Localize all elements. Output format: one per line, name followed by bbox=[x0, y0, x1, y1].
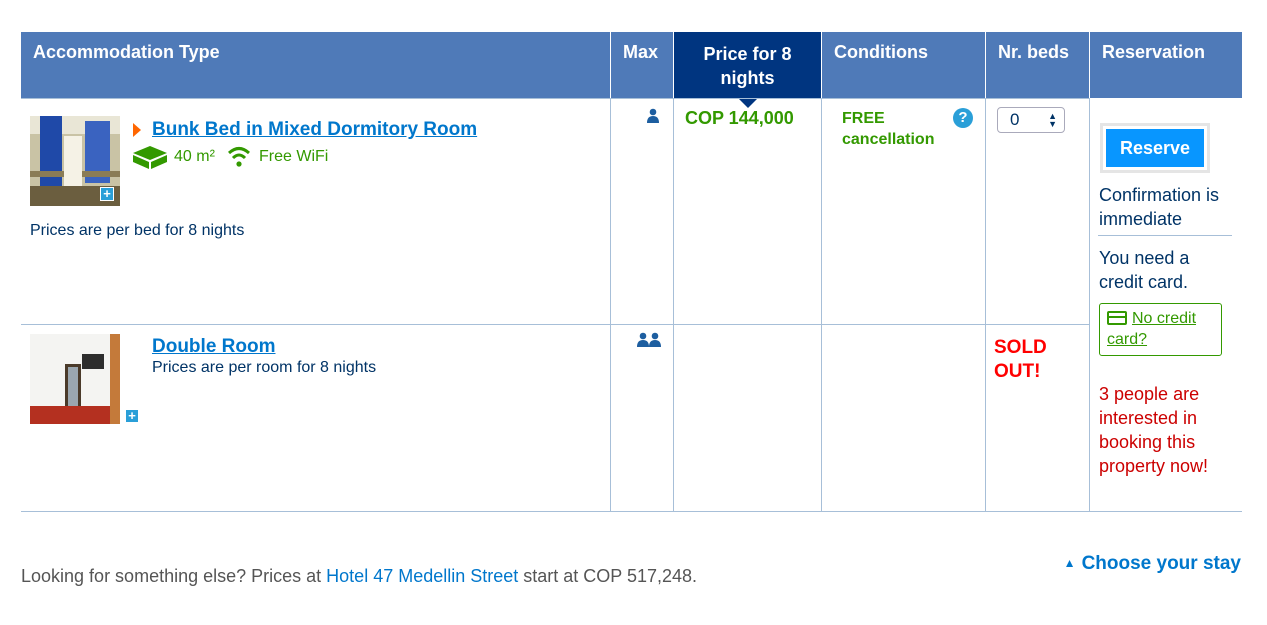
beds-select-value: 0 bbox=[1010, 110, 1020, 129]
free-cancellation bbox=[842, 108, 934, 150]
reserve-button[interactable]: Reserve bbox=[1106, 129, 1204, 167]
interest-line2: interested in bbox=[1099, 408, 1198, 428]
arrow-up-icon: ▲ bbox=[1063, 556, 1076, 570]
credit-card-line1: You need a bbox=[1099, 248, 1190, 268]
footer-suffix: start at COP 517,248. bbox=[518, 566, 698, 586]
rooms-table bbox=[21, 32, 1242, 512]
room-size-icon bbox=[131, 144, 169, 170]
reserve-button-frame bbox=[1100, 123, 1210, 173]
sold-out-status bbox=[994, 336, 1047, 384]
credit-card-line2: credit card. bbox=[1099, 272, 1189, 292]
price-note-double: Prices are per room for 8 nights bbox=[152, 359, 377, 376]
beds-select[interactable] bbox=[997, 107, 1065, 133]
row-divider bbox=[21, 324, 1090, 325]
hotel-link[interactable]: Hotel 47 Medellin Street bbox=[326, 566, 519, 586]
no-credit-card-line2: card? bbox=[1107, 331, 1148, 348]
no-credit-card-link[interactable] bbox=[1099, 303, 1222, 356]
two-persons-icon bbox=[636, 332, 662, 348]
price-note-dormitory: Prices are per bed for 8 nights bbox=[30, 222, 245, 239]
credit-card-icon bbox=[1107, 311, 1127, 325]
confirmation-text bbox=[1099, 183, 1219, 231]
expand-arrow-icon[interactable] bbox=[133, 123, 141, 137]
column-divider bbox=[985, 98, 986, 512]
select-arrows-icon: ▲ ▼ bbox=[1048, 111, 1057, 129]
sold-out-line1: SOLD bbox=[994, 337, 1047, 358]
header-conditions: Conditions bbox=[822, 32, 985, 98]
free-cancellation-line2: cancellation bbox=[842, 131, 935, 148]
column-divider bbox=[610, 98, 611, 512]
price-dormitory: COP 144,000 bbox=[685, 108, 794, 128]
interest-line1: 3 people are bbox=[1099, 384, 1200, 404]
header-accommodation-type: Accommodation Type bbox=[21, 32, 610, 98]
free-cancellation-line1: FREE bbox=[842, 110, 885, 127]
wifi-label: Free WiFi bbox=[259, 148, 329, 165]
row-divider bbox=[21, 98, 1090, 99]
photo-expand-icon[interactable]: + bbox=[100, 187, 114, 201]
header-max: Max bbox=[611, 32, 673, 98]
column-divider bbox=[821, 98, 822, 512]
room-photo-double[interactable] bbox=[30, 334, 120, 424]
room-size-value: 40 m² bbox=[174, 148, 215, 165]
photo-expand-icon[interactable]: + bbox=[125, 409, 139, 423]
interest-line4: property now! bbox=[1099, 456, 1209, 476]
reservation-divider bbox=[1098, 235, 1232, 236]
credit-card-required-text bbox=[1099, 246, 1189, 294]
room-link-double[interactable]: Double Room bbox=[152, 336, 276, 357]
confirmation-line1: Confirmation is bbox=[1099, 185, 1220, 205]
confirmation-line2: immediate bbox=[1099, 209, 1183, 229]
footer-prefix: Looking for something else? Prices at bbox=[21, 566, 327, 586]
interest-notice bbox=[1099, 382, 1239, 478]
column-divider bbox=[1089, 98, 1090, 512]
double-room-photo-image bbox=[30, 334, 120, 424]
room-link-dormitory[interactable]: Bunk Bed in Mixed Dormitory Room bbox=[152, 119, 478, 140]
wifi-feature bbox=[227, 144, 328, 170]
header-nr-beds: Nr. beds bbox=[986, 32, 1089, 98]
header-price-line1: Price for 8 bbox=[703, 44, 792, 64]
header-reservation: Reservation bbox=[1090, 32, 1242, 98]
room-size bbox=[131, 144, 215, 170]
header-price-line2: nights bbox=[720, 68, 775, 88]
no-credit-card-line1: No credit bbox=[1132, 310, 1197, 327]
footer-alternative-text bbox=[21, 566, 697, 587]
choose-your-stay-link[interactable] bbox=[1064, 553, 1241, 575]
single-person-icon bbox=[646, 108, 660, 124]
wifi-icon bbox=[227, 144, 251, 170]
column-divider bbox=[673, 98, 674, 512]
table-bottom-border bbox=[21, 511, 1242, 512]
sold-out-line2: OUT! bbox=[994, 361, 1041, 382]
interest-line3: booking this bbox=[1099, 432, 1196, 452]
header-price bbox=[674, 32, 821, 98]
choose-your-stay-label: Choose your stay bbox=[1081, 553, 1241, 574]
conditions-help-icon[interactable]: ? bbox=[953, 108, 973, 128]
selected-column-pointer bbox=[738, 98, 758, 108]
